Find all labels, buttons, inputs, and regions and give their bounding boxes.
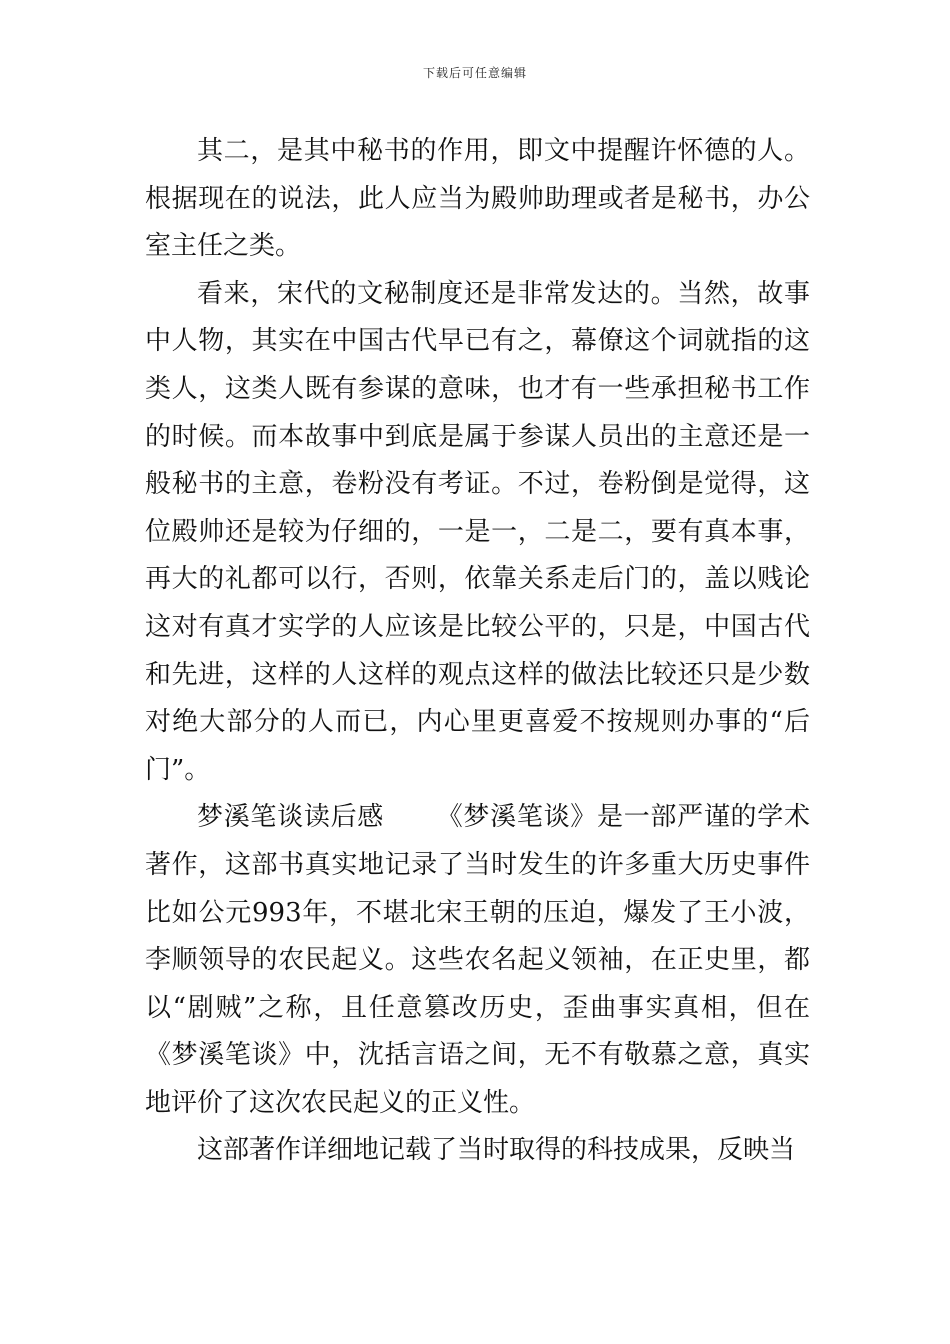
essay-title: 梦溪笔谈读后感	[197, 802, 384, 833]
paragraph-3-text: 《梦溪笔谈》是一部严谨的学术著作，这部书真实地记录了当时发生的许多重大历史事件比如公元993年，不堪北宋王朝的压迫，爆发了王小波，李顺领导的农民起义。这些农名起义领袖，在正史里，都以“剧贼”之称，且任意篡改历史，歪曲事实真相，但在《梦溪笔谈》中，沈括言语之间，无不有敬慕之意，真实地评价了这次农民起义的正义性。	[145, 802, 810, 1118]
paragraph-3	[145, 794, 810, 1127]
document-body	[145, 128, 810, 1175]
paragraph-2: 看来，宋代的文秘制度还是非常发达的。当然，故事中人物，其实在中国古代早已有之，幕僚这个词就指的这类人，这类人既有参谋的意味，也才有一些承担秘书工作的时候。而本故事中到底是属于参谋人员出的主意还是一般秘书的主意，卷粉没有考证。不过，卷粉倒是觉得，这位殿帅还是较为仔细的，一是一，二是二，要有真本事，再大的礼都可以行，否则，依靠关系走后门的，盖以贱论这对有真才实学的人应该是比较公平的，只是，中国古代和先进，这样的人这样的观点这样的做法比较还只是少数对绝大部分的人而已，内心里更喜爱不按规则办事的“后门”。	[145, 278, 810, 785]
paragraph-4: 这部著作详细地记载了当时取得的科技成果，反映当	[197, 1135, 796, 1166]
page-header: 下载后可任意编辑	[422, 66, 527, 80]
paragraph-1: 其二，是其中秘书的作用，即文中提醒许怀德的人。根据现在的说法，此人应当为殿帅助理或者是秘书，办公室主任之类。	[145, 136, 810, 262]
